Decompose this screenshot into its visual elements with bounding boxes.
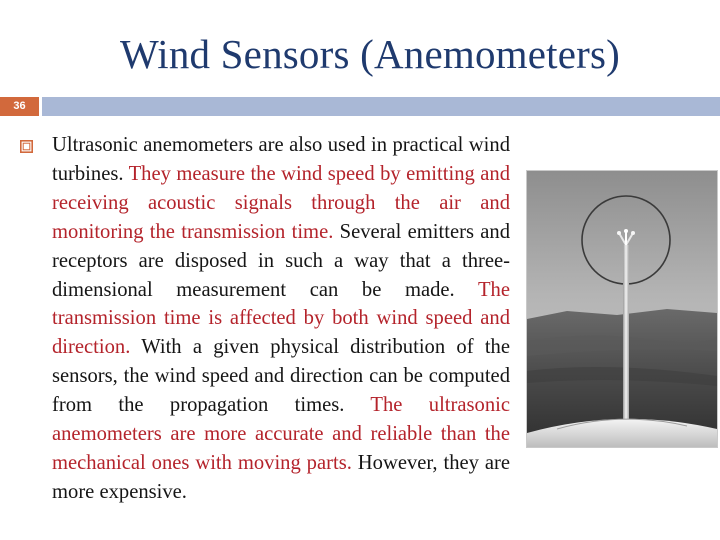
body-sentence: Several emitters and receptors are disposed in such a way that a three-dimensional measurement can be made. (52, 220, 510, 301)
page-title: Wind Sensors (Anemometers) (119, 31, 620, 77)
slide-number: 36 (0, 97, 39, 116)
highlighted-sentence: The transmission time is affected by both wind speed and direction. (52, 278, 510, 359)
body-sentence: With a given physical distribution of the sensors, the wind speed and direction can be computed from the propagation times. (52, 336, 510, 417)
body-sentence: However, they are more expensive. (52, 451, 510, 503)
highlighted-sentence: The ultrasonic anemometers are more accurate and reliable than the mechanical ones with moving parts. (52, 394, 510, 474)
ultrasonic-anemometer-photo (526, 170, 718, 448)
body-paragraph (52, 131, 510, 507)
square-bullet-icon (20, 140, 33, 153)
highlighted-sentence: They measure the wind speed by emitting and receiving acoustic signals through the air and monitoring the transmission time. (52, 162, 510, 243)
slide-header-bar (0, 97, 720, 116)
header-bar-fill (42, 97, 720, 116)
body-sentence: Ultrasonic anemometers are also used in practical wind turbines. (52, 134, 510, 185)
